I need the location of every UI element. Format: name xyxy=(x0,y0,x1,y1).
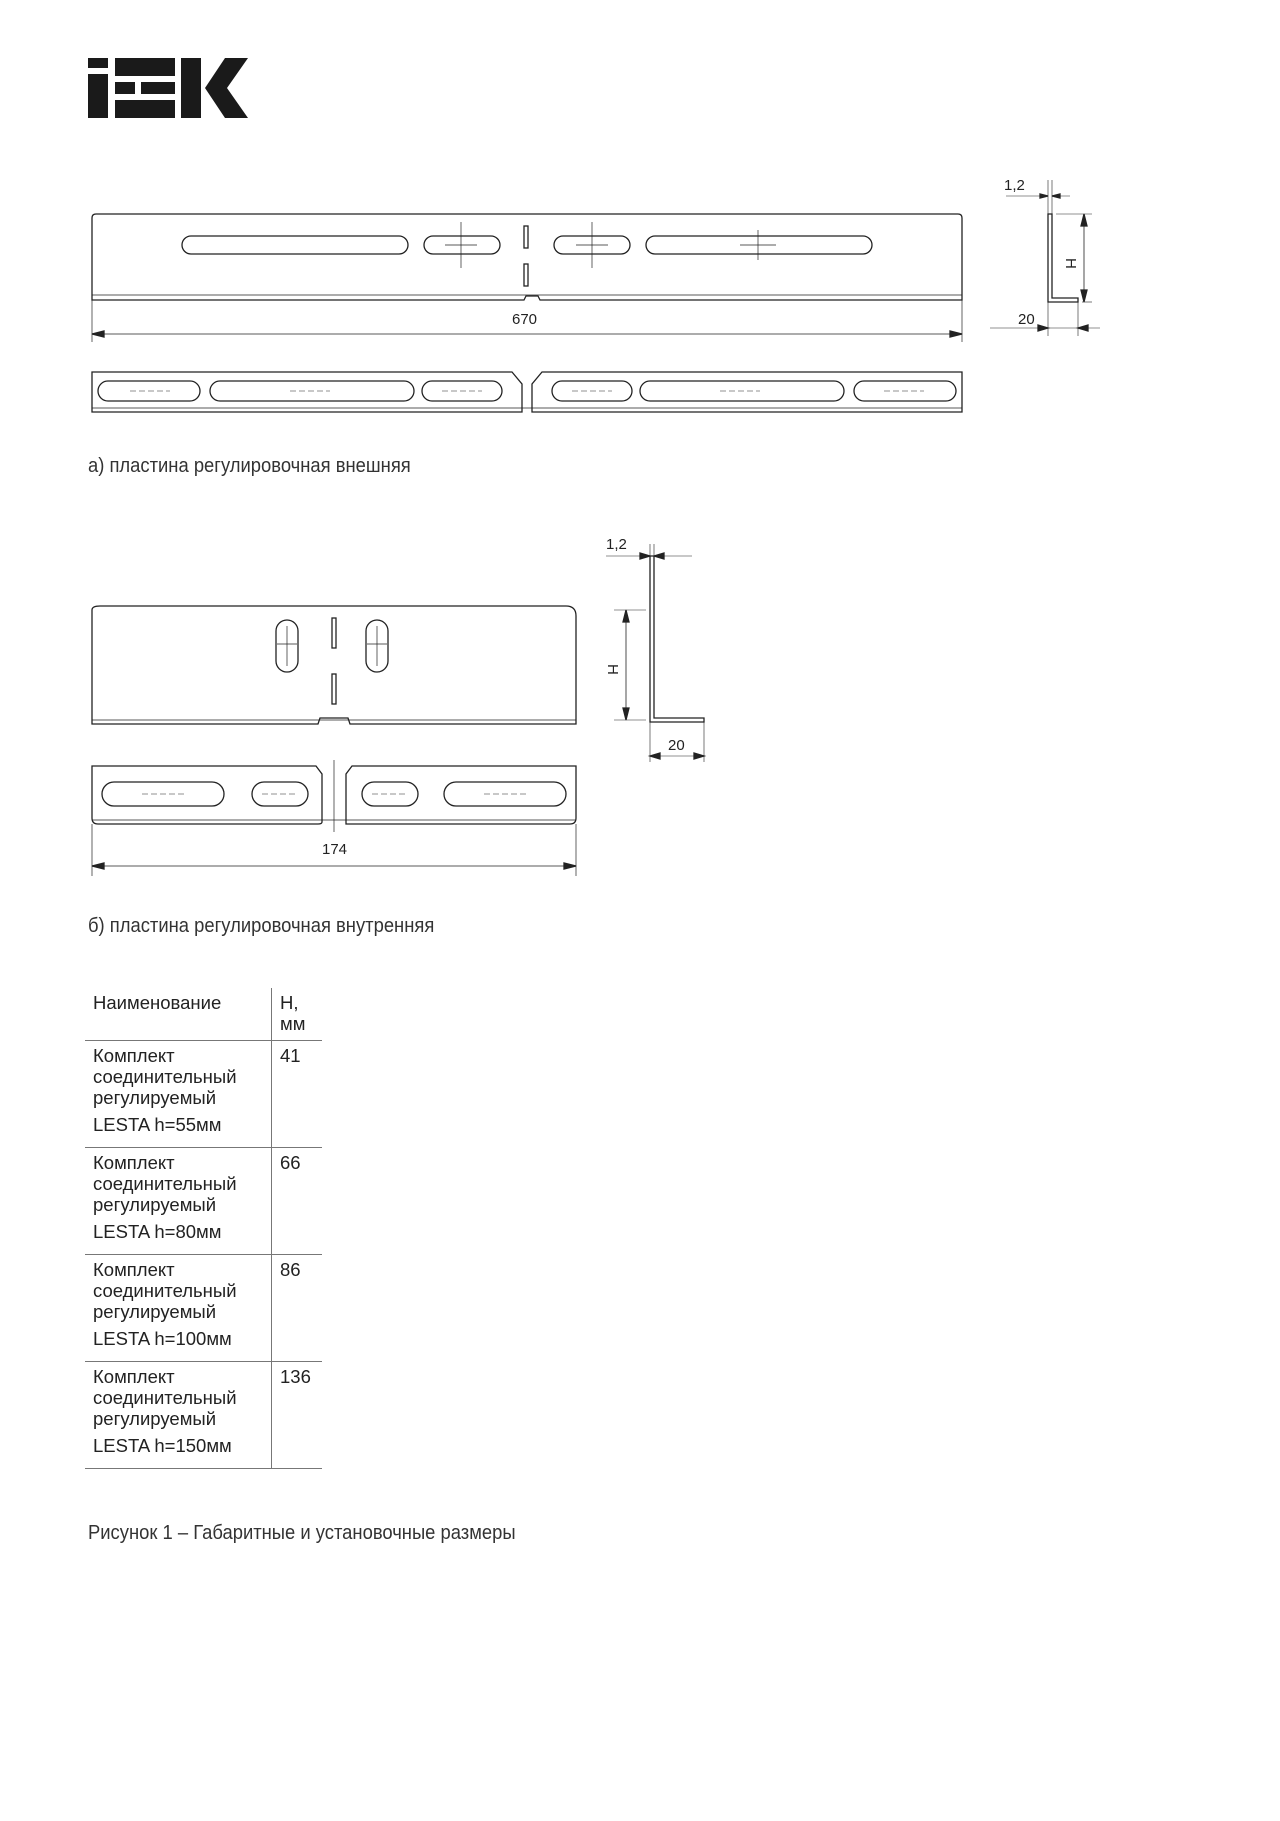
header-name: Наименование xyxy=(85,988,272,1041)
row-model: LESTA h=55мм xyxy=(93,1114,222,1135)
dim-b-thickness: 1,2 xyxy=(606,536,627,553)
iek-logo xyxy=(0,0,1280,140)
dim-b-height: H xyxy=(604,664,621,675)
row-model: LESTA h=100мм xyxy=(93,1328,232,1349)
row-name-cell xyxy=(85,1041,272,1148)
caption-a: а) пластина регулировочная внешняя xyxy=(88,455,411,477)
dim-a-height: H xyxy=(1062,258,1079,269)
dim-a-length: 670 xyxy=(512,311,538,328)
header-h: H, мм xyxy=(272,988,323,1041)
row-name: Комплект соединительный регулируемый xyxy=(93,1045,237,1108)
row-name: Комплект соединительный регулируемый xyxy=(93,1366,237,1429)
row-h: 86 xyxy=(272,1255,323,1362)
row-h: 136 xyxy=(272,1362,323,1469)
figure-caption: Рисунок 1 – Габаритные и установочные размеры xyxy=(88,1522,516,1544)
row-name: Комплект соединительный регулируемый xyxy=(93,1152,237,1215)
row-model: LESTA h=150мм xyxy=(93,1435,232,1456)
row-h: 41 xyxy=(272,1041,323,1148)
caption-b: б) пластина регулировочная внутренняя xyxy=(88,915,435,937)
spec-table xyxy=(85,988,322,1469)
table-row xyxy=(85,1255,322,1362)
row-name-cell xyxy=(85,1255,272,1362)
table-row xyxy=(85,1148,322,1255)
table-row xyxy=(85,1041,322,1148)
dim-a-thickness: 1,2 xyxy=(1004,177,1025,194)
dim-b-flange: 20 xyxy=(668,737,685,754)
drawing-b xyxy=(0,530,1280,890)
row-name: Комплект соединительный регулируемый xyxy=(93,1259,237,1322)
row-name-cell xyxy=(85,1362,272,1469)
table-row xyxy=(85,1362,322,1469)
row-model: LESTA h=80мм xyxy=(93,1221,222,1242)
row-h: 66 xyxy=(272,1148,323,1255)
dim-b-length: 174 xyxy=(322,841,348,858)
row-name-cell xyxy=(85,1148,272,1255)
dim-a-flange: 20 xyxy=(1018,311,1035,328)
table-header-row xyxy=(85,988,322,1041)
